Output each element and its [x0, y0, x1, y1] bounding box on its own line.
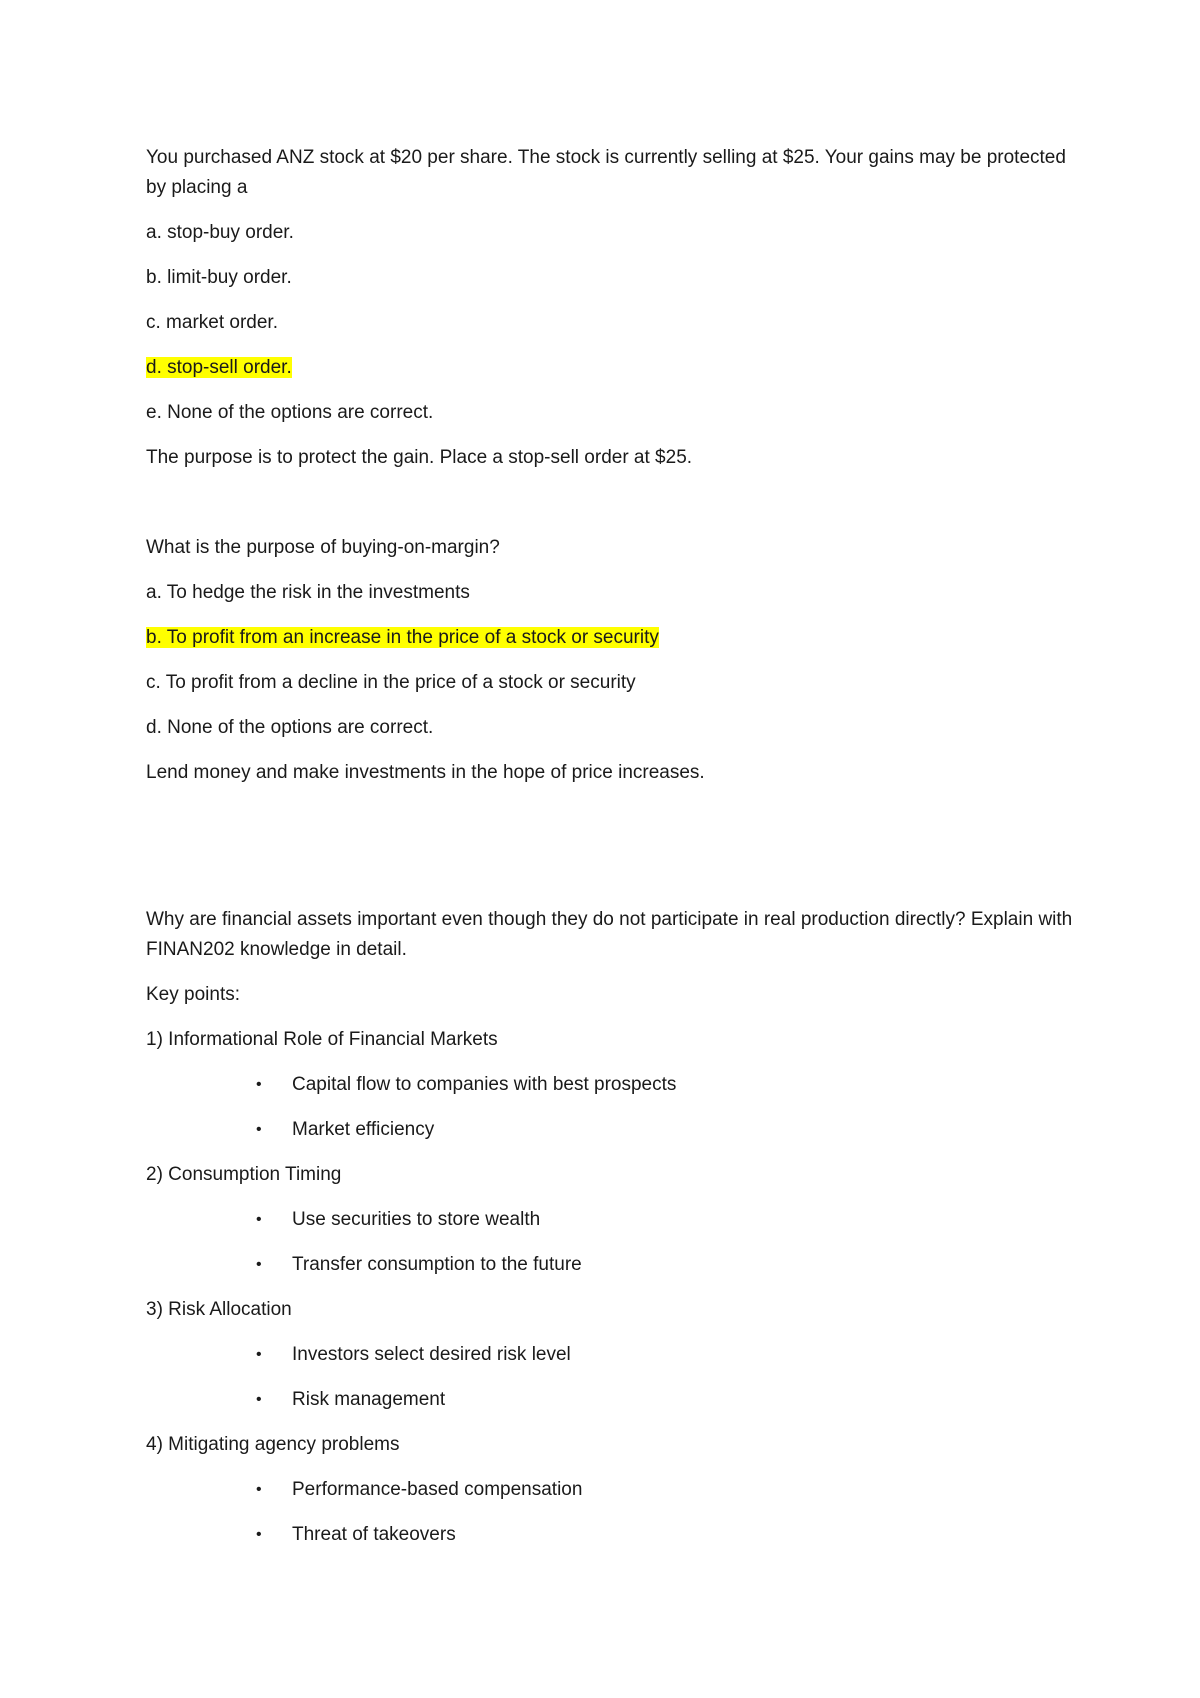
bullet-item: [146, 1115, 1076, 1145]
q3-point-4-bullets: [146, 1475, 1076, 1550]
q1-option-e: e. None of the options are correct.: [146, 402, 434, 423]
bullet-glyph: •: [256, 1346, 262, 1363]
spacer: [146, 488, 1076, 533]
bullet-glyph: •: [256, 1121, 262, 1138]
q2-option-b-highlighted: b. To profit from an increase in the price of a stock or security: [146, 627, 659, 648]
bullet-text: Use securities to store wealth: [292, 1209, 541, 1230]
q1-explanation: The purpose is to protect the gain. Place a stop-sell order at $25.: [146, 447, 693, 468]
bullet-item: [146, 1385, 1076, 1415]
bullet-text: Performance-based compensation: [292, 1479, 583, 1500]
q3-point-4-title: 4) Mitigating agency problems: [146, 1434, 400, 1455]
bullet-text: Transfer consumption to the future: [292, 1254, 582, 1275]
bullet-glyph: •: [256, 1391, 262, 1408]
q1-option-d-highlighted: d. stop-sell order.: [146, 357, 292, 378]
bullet-item: [146, 1205, 1076, 1235]
bullet-item: [146, 1475, 1076, 1505]
bullet-item: [146, 1250, 1076, 1280]
bullet-glyph: •: [256, 1211, 262, 1228]
q3-key-points-label: Key points:: [146, 984, 240, 1005]
q2-option-b-row: [146, 623, 1076, 653]
bullet-text: Threat of takeovers: [292, 1524, 456, 1545]
q3-point-1-title: 1) Informational Role of Financial Markets: [146, 1029, 498, 1050]
q3-point-3-bullets: [146, 1340, 1076, 1415]
q1-option-c: c. market order.: [146, 312, 278, 333]
q3-point-3-title: 3) Risk Allocation: [146, 1299, 292, 1320]
bullet-glyph: •: [256, 1526, 262, 1543]
bullet-glyph: •: [256, 1256, 262, 1273]
q3-point-2-bullets: [146, 1205, 1076, 1280]
q1-question: You purchased ANZ stock at $20 per share. The stock is currently selling at $25. Your gains may be protected by placing a: [146, 147, 1066, 198]
bullet-text: Investors select desired risk level: [292, 1344, 571, 1365]
q2-option-c: c. To profit from a decline in the price of a stock or security: [146, 672, 636, 693]
bullet-item: [146, 1340, 1076, 1370]
q1-option-b: b. limit-buy order.: [146, 267, 292, 288]
q2-option-d: d. None of the options are correct.: [146, 717, 434, 738]
q2-question: What is the purpose of buying-on-margin?: [146, 537, 500, 558]
document-content: [146, 143, 1076, 1565]
bullet-text: Market efficiency: [292, 1119, 435, 1140]
q1-option-d-row: [146, 353, 1076, 383]
bullet-item: [146, 1070, 1076, 1100]
bullet-glyph: •: [256, 1076, 262, 1093]
q1-option-a: a. stop-buy order.: [146, 222, 294, 243]
q3-point-2-title: 2) Consumption Timing: [146, 1164, 342, 1185]
q2-option-a: a. To hedge the risk in the investments: [146, 582, 470, 603]
q3-point-1-bullets: [146, 1070, 1076, 1145]
bullet-item: [146, 1520, 1076, 1550]
spacer: [146, 803, 1076, 905]
q3-question: Why are financial assets important even though they do not participate in real production directly? Explain with FINAN202 knowledge in detail.: [146, 909, 1073, 960]
bullet-text: Capital flow to companies with best prospects: [292, 1074, 677, 1095]
bullet-text: Risk management: [292, 1389, 446, 1410]
q2-explanation: Lend money and make investments in the hope of price increases.: [146, 762, 705, 783]
bullet-glyph: •: [256, 1481, 262, 1498]
